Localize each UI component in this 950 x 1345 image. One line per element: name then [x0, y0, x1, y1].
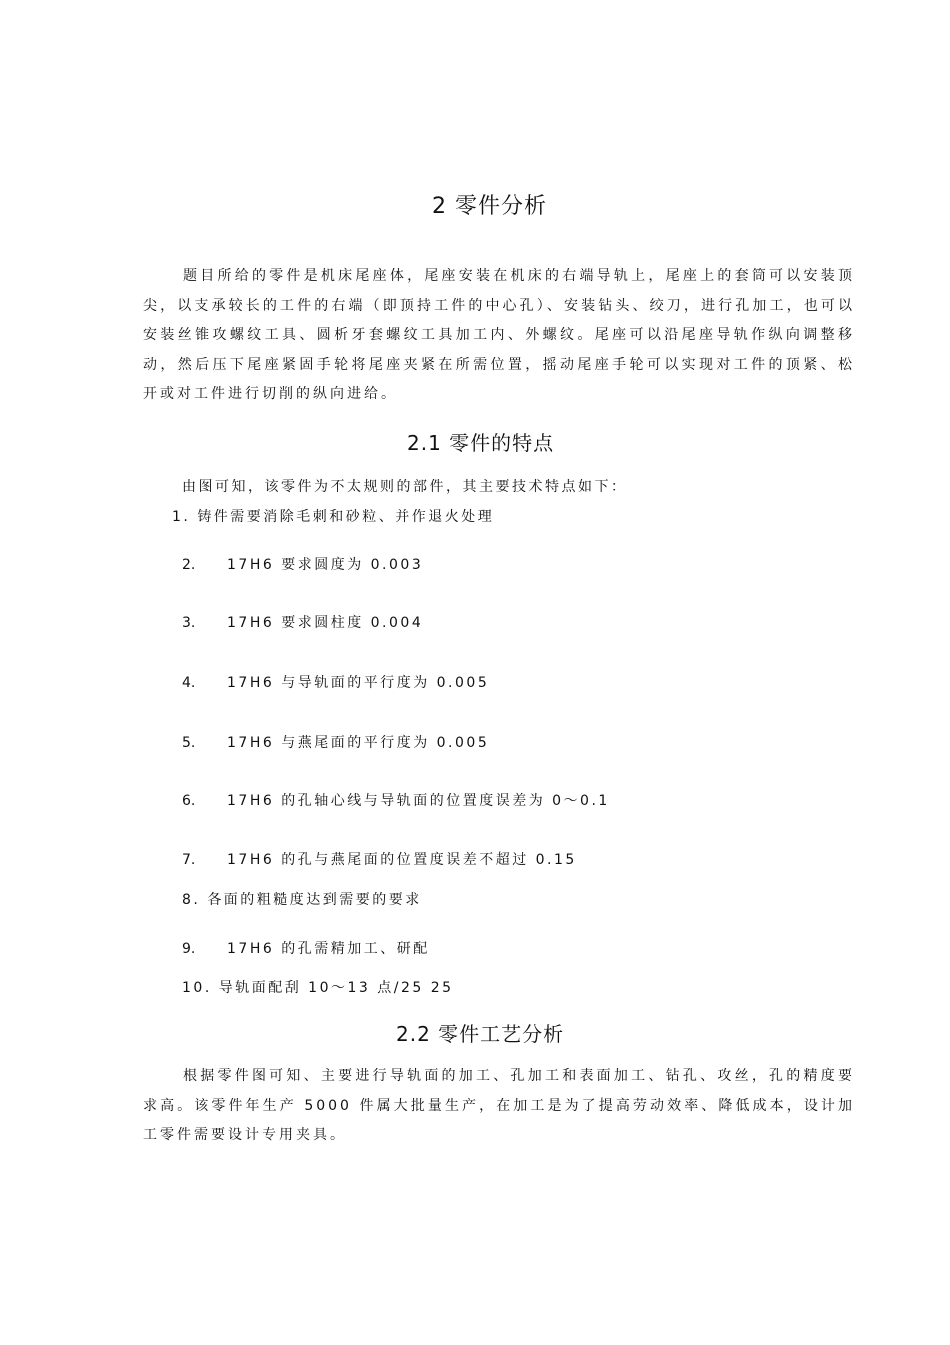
- list-item: [182, 790, 610, 810]
- list-item-text: 17H6 与导轨面的平行度为 0.005: [227, 675, 490, 691]
- list-item-text: 17H6 要求圆柱度 0.004: [227, 615, 424, 631]
- list-item-text: 导轨面配刮 10～13 点/25 25: [218, 980, 454, 996]
- list-item: [182, 672, 489, 692]
- list-item-number: 4.: [182, 675, 196, 691]
- list-item: [182, 612, 423, 632]
- list-item: [182, 889, 422, 909]
- list-item-number: 1.: [172, 509, 191, 525]
- process-analysis-paragraph: 根据零件图可知、主要进行导轨面的加工、孔加工和表面加工、钻孔、攻丝，孔的精度要求高。该零件年生产 5000 件属大批量生产，在加工是为了提高劳动效率、降低成本，设计加工零件需要设计专用夹具。: [143, 1068, 855, 1143]
- list-item-text: 17H6 的孔轴心线与导轨面的位置度误差为 0～0.1: [227, 793, 610, 809]
- list-item-text: 各面的粗糙度达到需要的要求: [207, 892, 422, 908]
- list-item-number: 7.: [182, 852, 196, 868]
- subsection-title-2-2: 2.2 零件工艺分析: [396, 1022, 565, 1046]
- list-item-number: 8.: [182, 892, 201, 908]
- intro-paragraph: 题目所给的零件是机床尾座体，尾座安装在机床的右端导轨上，尾座上的套筒可以安装顶尖，以支承较长的工件的右端（即顶持工件的中心孔）、安装钻头、绞刀，进行孔加工，也可以安装丝锥攻螺纹工具、圆析牙套螺纹工具加工内、外螺纹。尾座可以沿尾座导轨作纵向调整移动，然后压下尾座紧固手轮将尾座夹紧在所需位置，摇动尾座手轮可以实现对工件的顶紧、松开或对工件进行切削的纵向进给。: [143, 268, 855, 402]
- list-item: [182, 554, 423, 574]
- section-title: 2 零件分析: [432, 194, 547, 219]
- list-item-text: 17H6 与燕尾面的平行度为 0.005: [227, 735, 490, 751]
- list-item-number: 10.: [182, 980, 212, 996]
- list-item: [182, 732, 489, 752]
- features-lead: 由图可知，该零件为不太规则的部件，其主要技术特点如下：: [182, 479, 628, 495]
- list-item-number: 5.: [182, 735, 196, 751]
- list-item-text: 17H6 的孔与燕尾面的位置度误差不超过 0.15: [227, 852, 577, 868]
- list-item: [182, 849, 577, 869]
- list-item-text: 17H6 要求圆度为 0.003: [227, 557, 424, 573]
- list-item-number: 2.: [182, 557, 196, 573]
- list-item-text: 17H6 的孔需精加工、研配: [227, 941, 430, 957]
- list-item-text: 铸件需要消除毛刺和砂粒、并作退火处理: [197, 509, 495, 525]
- list-item: [182, 977, 454, 997]
- list-item-number: 6.: [182, 793, 196, 809]
- list-item: [172, 506, 494, 526]
- list-item: [182, 938, 430, 958]
- list-item-number: 3.: [182, 615, 196, 631]
- list-item-number: 9.: [182, 941, 196, 957]
- subsection-title-2-1: 2.1 零件的特点: [407, 431, 555, 455]
